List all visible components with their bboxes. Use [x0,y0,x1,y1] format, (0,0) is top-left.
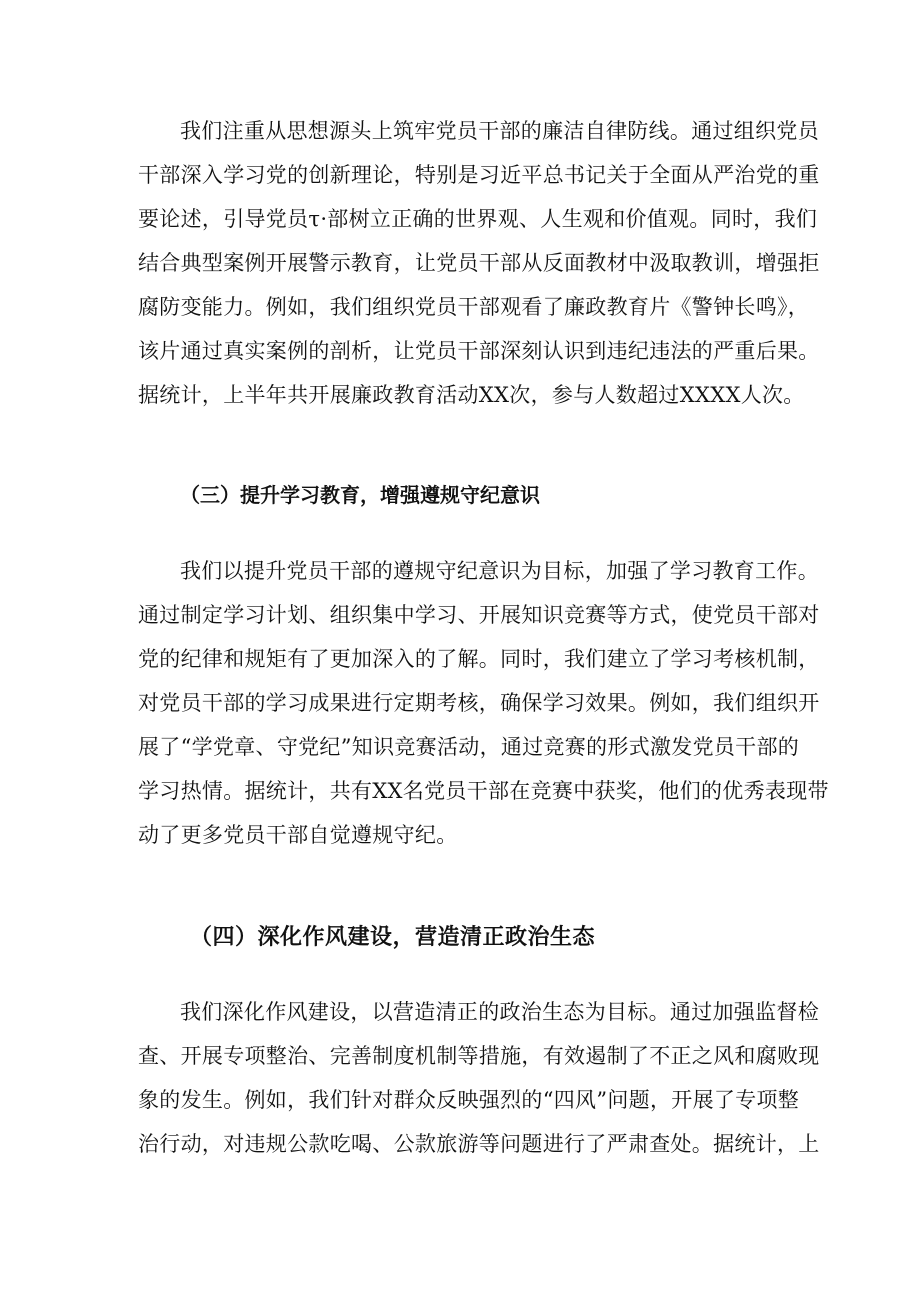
paragraph-thought-source [138,109,820,417]
paragraph-line: 展了“学党章、守党纪”知识竞赛活动，通过竞赛的形式激发党员干部的 [138,735,800,759]
paragraph-line: 对党员干部的学习成果进行定期考核，确保学习效果。例如，我们组织开 [138,691,820,715]
paragraph-line: 我们以提升党员干部的遵规守纪意识为目标，加强了学习教育工作。 [180,559,819,583]
paragraph-study-education [138,549,829,857]
paragraph-line: 治行动，对违规公款吃喝、公款旅游等问题进行了严肃查处。据统计，上 [138,1132,820,1156]
paragraph-line: 要论述，引导党员τ·部树立正确的世界观、人生观和价值观。同时，我们 [138,207,818,231]
paragraph-line: 查、开展专项整治、完善制度机制等措施，有效遏制了不正之风和腐败现 [138,1044,820,1068]
paragraph-line: 据统计，上半年共开展廉政教育活动XX次，参与人数超过XXXX人次。 [138,383,805,407]
paragraph-line: 该片通过真实案例的剖析，让党员干部深刻认识到违纪违法的严重后果。 [138,339,820,363]
section-heading-three: （三）提升学习教育，增强遵规守纪意识 [180,483,540,507]
paragraph-line: 象的发生。例如，我们针对群众反映强烈的“四风”问题，开展了专项整 [138,1088,800,1112]
paragraph-work-style [138,990,820,1166]
paragraph-line: 干部深入学习党的创新理论，特别是习近平总书记关于全面从严治党的重 [138,163,820,187]
paragraph-line: 我们注重从思想源头上筑牢党员干部的廉洁自律防线。通过组织党员 [180,119,819,143]
paragraph-line: 动了更多党员干部自觉遵规守纪。 [138,823,458,847]
paragraph-line: 学习热情。据统计，共有XX名党员干部在竞赛中获奖，他们的优秀表现带 [138,779,829,803]
paragraph-line: 腐防变能力。例如，我们组织党员干部观看了廉政教育片《警钟长鸣》， [138,295,810,319]
paragraph-line: 我们深化作风建设，以营造清正的政治生态为目标。通过加强监督检 [180,1000,819,1024]
paragraph-line: 党的纪律和规矩有了更加深入的了解。同时，我们建立了学习考核机制， [138,647,820,671]
section-heading-four: （四）深化作风建设，营造清正政治生态 [190,925,596,950]
paragraph-line: 结合典型案例开展警示教育，让党员干部从反面教材中汲取教训，增强拒 [138,251,820,275]
paragraph-line: 通过制定学习计划、组织集中学习、开展知识竞赛等方式，使党员干部对 [138,603,820,627]
